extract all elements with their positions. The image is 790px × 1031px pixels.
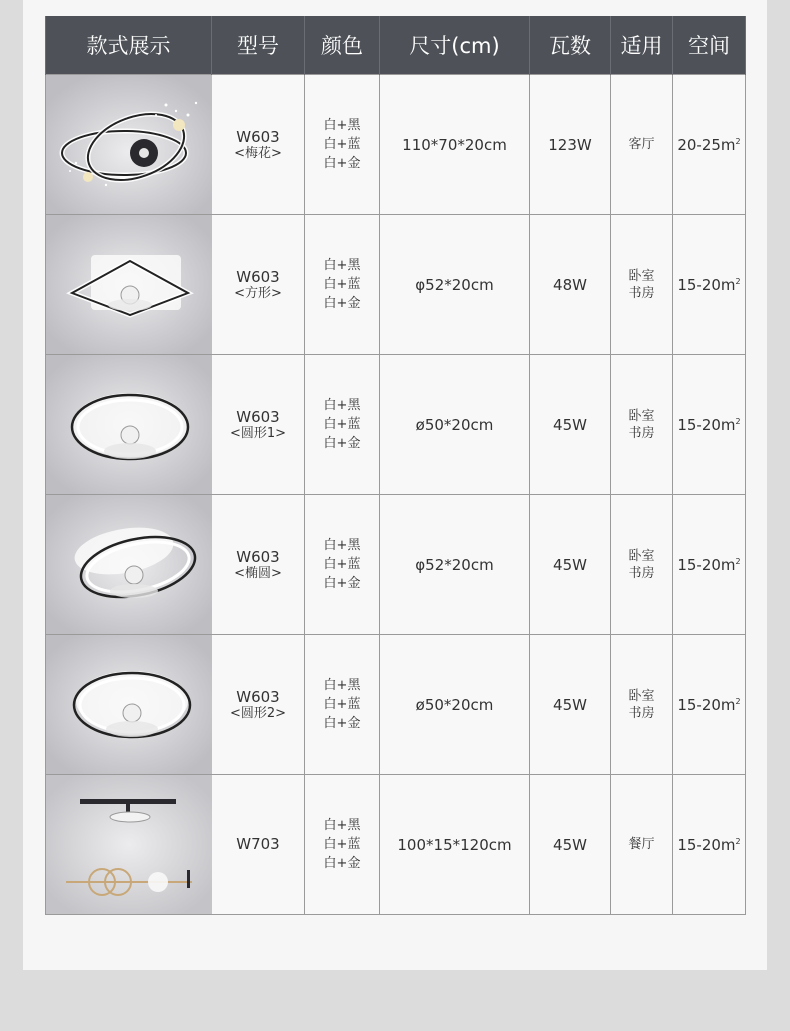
round-ceiling-fan-light-icon [46,355,212,494]
space-cell [673,75,746,215]
room-label: 卧室 [628,688,655,704]
room-label: 卧室 [628,548,655,564]
color-option: 白+蓝 [323,697,361,712]
model-variant: <方形> [234,285,282,301]
wattage-cell: 45W [530,495,611,635]
room-label: 客厅 [628,137,655,152]
room-cell [611,355,673,495]
model-cell [212,215,305,355]
wattage-cell: 45W [530,775,611,915]
space-unit-superscript: 2 [735,276,741,286]
space-value: 15-20m [677,695,736,714]
header-applicable: 适用 [611,16,673,75]
space-cell [673,215,746,355]
color-cell [305,215,380,355]
room-cell [611,495,673,635]
model-variant: <圆形2> [229,705,287,721]
model-cell [212,775,305,915]
color-cell [305,355,380,495]
header-space: 空间 [673,16,746,75]
color-option: 白+黑 [323,118,361,133]
wattage-cell: 45W [530,355,611,495]
color-option: 白+蓝 [323,137,361,152]
product-image [46,355,212,495]
size-cell: 100*15*120cm [380,775,530,915]
header-size: 尺寸(cm) [380,16,530,75]
color-option: 白+黑 [323,538,361,553]
color-option: 白+金 [323,576,361,591]
room-label: 书房 [628,705,655,721]
product-image [46,775,212,915]
space-value: 20-25m [677,135,736,154]
product-image [46,75,212,215]
room-label: 卧室 [628,268,655,284]
color-option: 白+黑 [323,818,361,833]
wattage-cell: 48W [530,215,611,355]
oval-ceiling-fan-light-icon [46,495,212,634]
room-cell [611,775,673,915]
table-row [46,635,746,775]
wattage-cell: 123W [530,75,611,215]
room-label: 卧室 [628,408,655,424]
room-label: 书房 [628,565,655,581]
room-cell [611,75,673,215]
size-cell: ø50*20cm [380,635,530,775]
room-cell [611,635,673,775]
space-cell [673,495,746,635]
space-unit-superscript: 2 [735,136,741,146]
space-value: 15-20m [677,275,736,294]
color-option: 白+金 [323,296,361,311]
model-cell [212,75,305,215]
linear-dining-fan-light-icon [46,775,212,914]
color-option: 白+蓝 [323,557,361,572]
space-value: 15-20m [677,835,736,854]
color-option: 白+黑 [323,678,361,693]
header-model: 型号 [212,16,305,75]
color-option: 白+蓝 [323,277,361,292]
table-row [46,495,746,635]
elliptical-ring-ceiling-fan-light-icon [46,75,212,214]
size-cell: 110*70*20cm [380,75,530,215]
table-row [46,75,746,215]
header-wattage: 瓦数 [530,16,611,75]
color-option: 白+黑 [323,258,361,273]
space-cell [673,775,746,915]
spec-table [45,16,746,915]
table-header-row [46,16,746,75]
color-cell [305,495,380,635]
color-cell [305,635,380,775]
space-cell [673,355,746,495]
model-code: W603 [236,547,280,566]
table-row [46,215,746,355]
product-image [46,215,212,355]
color-cell [305,775,380,915]
space-unit-superscript: 2 [735,696,741,706]
model-code: W603 [236,687,280,706]
header-style: 款式展示 [46,16,212,75]
header-color: 颜色 [305,16,380,75]
round-ceiling-fan-light-2-icon [46,635,212,774]
model-variant: <椭圆> [234,565,282,581]
table-row [46,355,746,495]
model-cell [212,355,305,495]
model-variant: <圆形1> [229,425,287,441]
table-row [46,775,746,915]
model-cell [212,495,305,635]
color-option: 白+金 [323,856,361,871]
wattage-cell: 45W [530,635,611,775]
product-image [46,635,212,775]
model-code: W603 [236,267,280,286]
model-variant: <梅花> [234,145,282,161]
space-value: 15-20m [677,415,736,434]
space-cell [673,635,746,775]
room-label: 餐厅 [628,837,655,852]
model-code: W703 [236,835,280,853]
color-option: 白+金 [323,436,361,451]
size-cell: φ52*20cm [380,215,530,355]
square-ceiling-fan-light-icon [46,215,212,354]
model-cell [212,635,305,775]
color-option: 白+金 [323,156,361,171]
space-value: 15-20m [677,555,736,574]
color-cell [305,75,380,215]
color-option: 白+金 [323,716,361,731]
room-label: 书房 [628,425,655,441]
room-cell [611,215,673,355]
space-unit-superscript: 2 [735,556,741,566]
model-code: W603 [236,407,280,426]
color-option: 白+蓝 [323,417,361,432]
color-option: 白+黑 [323,398,361,413]
space-unit-superscript: 2 [735,416,741,426]
size-cell: ø50*20cm [380,355,530,495]
size-cell: φ52*20cm [380,495,530,635]
room-label: 书房 [628,285,655,301]
product-image [46,495,212,635]
model-code: W603 [236,127,280,146]
space-unit-superscript: 2 [735,836,741,846]
color-option: 白+蓝 [323,837,361,852]
